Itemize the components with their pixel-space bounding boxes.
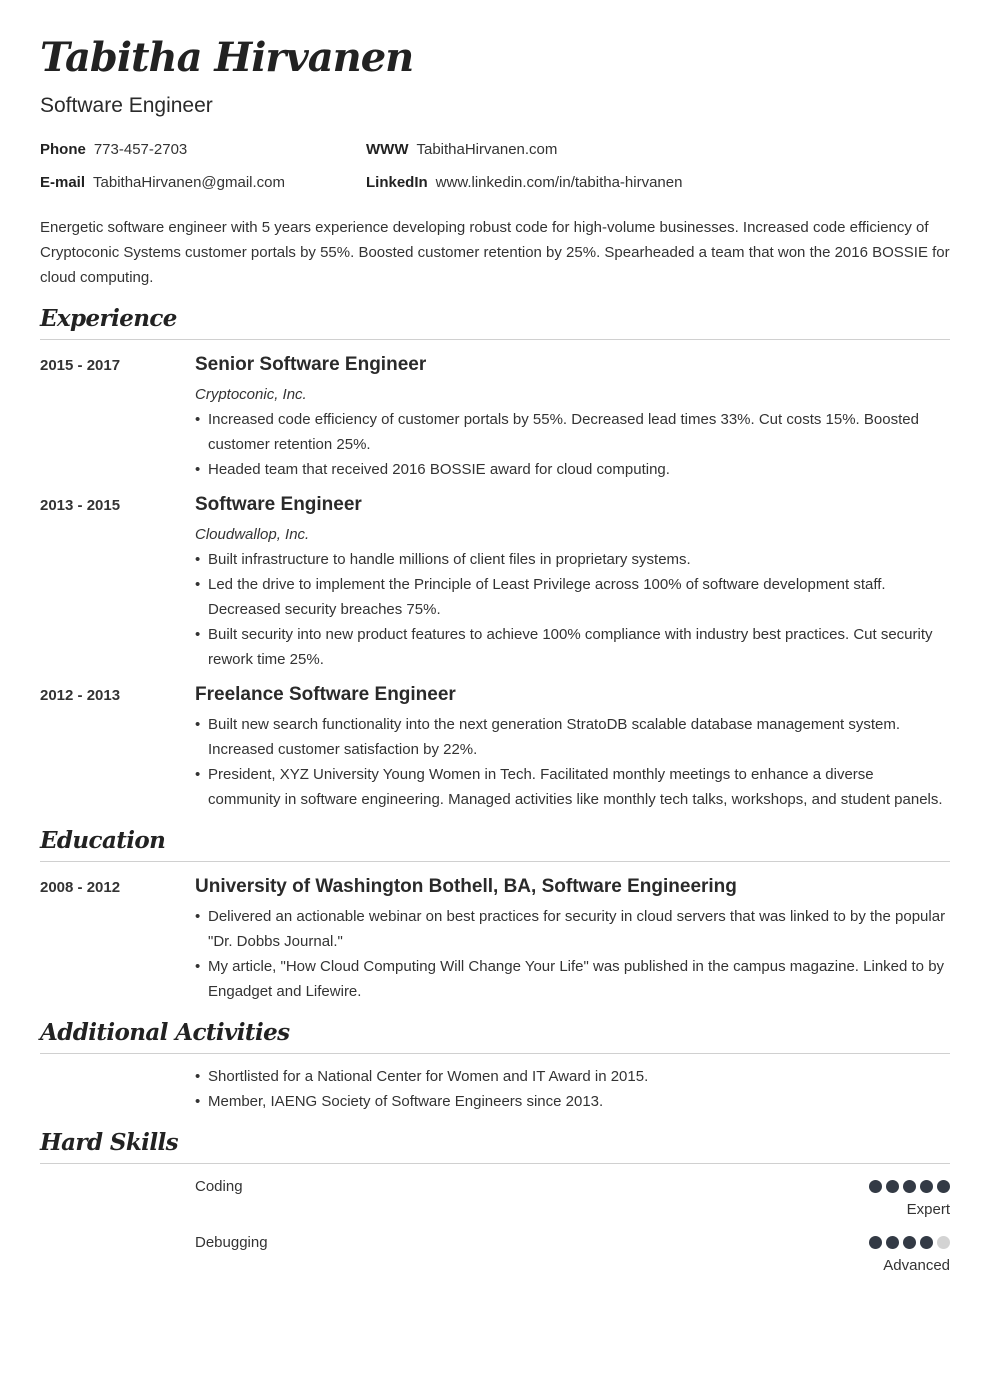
experience-heading: Experience [40, 305, 177, 332]
education-heading: Education [40, 827, 166, 854]
phone-value: 773-457-2703 [93, 141, 188, 158]
skill-name: Coding [195, 1178, 243, 1195]
email-label: E-mail [40, 174, 86, 191]
job-dates: 2013 - 2015 [40, 497, 121, 514]
education-title: University of Washington Bothell, BA, Software Engineering [195, 876, 737, 897]
bullet-item: • Led the drive to implement the Principle of Least Privilege across 100% of software development staff. Decreased security breaches 75%. [195, 572, 950, 622]
bullet-item: • Headed team that received 2016 BOSSIE award for cloud computing. [195, 457, 950, 482]
phone-label: Phone [40, 141, 86, 158]
contact-email [40, 174, 285, 191]
job-title: Software Engineer [195, 494, 362, 515]
candidate-title: Software Engineer [40, 94, 213, 117]
profile-summary: Energetic software engineer with 5 years experience developing robust code for high-volume businesses. Increased code efficiency of Cryptoconic Systems customer portals by 55%. Boosted customer retention by 25%. Spearheaded a team that won the 2016 BOSSIE for cloud computing. [40, 219, 950, 286]
skill-level: Expert [906, 1201, 950, 1218]
skills-heading: Hard Skills [40, 1129, 178, 1156]
bullet-item: • My article, "How Cloud Computing Will Change Your Life" was published in the campus magazine. Linked to by Engadget and Lifewire. [195, 954, 950, 1004]
job-company: Cryptoconic, Inc. [195, 386, 307, 403]
section-divider [40, 1053, 950, 1054]
job-dates: 2015 - 2017 [40, 357, 121, 374]
rating-dot-filled [869, 1236, 882, 1249]
bullet-item: • Built infrastructure to handle millions of client files in proprietary systems. [195, 547, 950, 572]
linkedin-label: LinkedIn [366, 174, 428, 191]
job-bullets [195, 712, 950, 812]
bullet-item: • Member, IAENG Society of Software Engineers since 2013. [195, 1089, 950, 1114]
linkedin-link[interactable]: www.linkedin.com/in/tabitha-hirvanen [435, 174, 683, 191]
job-company: Cloudwallop, Inc. [195, 526, 310, 543]
bullet-item: • Built security into new product features to achieve 100% compliance with industry best practices. Cut security rework time 25%. [195, 622, 950, 672]
job-bullets [195, 547, 950, 672]
rating-dot-filled [903, 1236, 916, 1249]
rating-dot-filled [886, 1236, 899, 1249]
rating-dot-filled [903, 1180, 916, 1193]
rating-dot-filled [920, 1236, 933, 1249]
section-divider [40, 339, 950, 340]
contact-phone [40, 141, 187, 158]
education-bullets [195, 904, 950, 1004]
bullet-item: • Increased code efficiency of customer portals by 55%. Decreased lead times 33%. Cut costs 15%. Boosted customer retention 25%. [195, 407, 950, 457]
activities-bullets [195, 1064, 950, 1114]
job-title: Senior Software Engineer [195, 354, 427, 375]
rating-dot-filled [869, 1180, 882, 1193]
education-dates: 2008 - 2012 [40, 879, 121, 896]
job-dates: 2012 - 2013 [40, 687, 121, 704]
contact-www [366, 141, 557, 158]
section-divider [40, 1163, 950, 1164]
bullet-item: • President, XYZ University Young Women in Tech. Facilitated monthly meetings to enhance a diverse community in software engineering. Managed activities like monthly tech talks, workshops, and student panels. [195, 762, 950, 812]
skill-rating [869, 1236, 950, 1249]
rating-dot-filled [937, 1180, 950, 1193]
job-bullets [195, 407, 950, 482]
rating-dot-filled [886, 1180, 899, 1193]
skill-name: Debugging [195, 1234, 268, 1251]
section-divider [40, 861, 950, 862]
rating-dot-filled [920, 1180, 933, 1193]
skill-level: Advanced [883, 1257, 950, 1274]
email-link[interactable]: TabithaHirvanen@gmail.com [93, 174, 285, 191]
rating-dot-empty [937, 1236, 950, 1249]
bullet-item: • Built new search functionality into the next generation StratoDB scalable database management system. Increased customer satisfaction by 22%. [195, 712, 950, 762]
skill-rating [869, 1180, 950, 1193]
www-link[interactable]: TabithaHirvanen.com [416, 141, 558, 158]
bullet-item: • Shortlisted for a National Center for Women and IT Award in 2015. [195, 1064, 950, 1089]
candidate-name: Tabitha Hirvanen [40, 34, 414, 81]
www-label: WWW [366, 141, 409, 158]
contact-linkedin [366, 174, 682, 191]
job-title: Freelance Software Engineer [195, 684, 456, 705]
activities-heading: Additional Activities [40, 1019, 290, 1046]
bullet-item: • Delivered an actionable webinar on best practices for security in cloud servers that was linked to by the popular "Dr. Dobbs Journal." [195, 904, 950, 954]
